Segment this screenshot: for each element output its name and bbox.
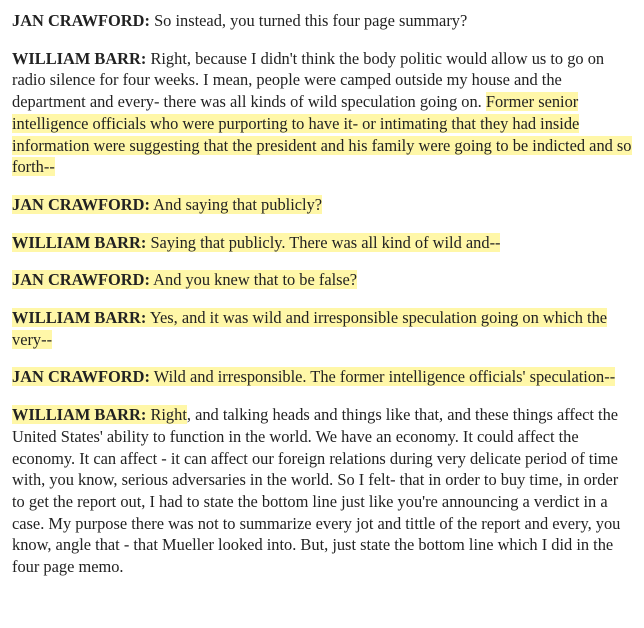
speaker-name: WILLIAM BARR: (12, 48, 147, 68)
paragraph-text: , and talking heads and things like that, and these things affect the United States' ability to function in the world. We have an economy. It could affect the economy. It can affect - it can affect our foreign relations during very delicate period of time with, you know, serious adversaries in the world. So I felt- that in order to buy time, in order to get the report out, I had to state the bottom line just like you're announcing a verdict in a case. My purpose there was not to summarize every jot and tittle of the report and every, you know, angle that - that Mueller looked into. But, just state the bottom line which I did in the four page memo. (12, 405, 621, 577)
transcript-paragraph (12, 10, 634, 32)
transcript-paragraph (12, 48, 634, 178)
highlighted-text: Former senior intelligence officials who were purporting to have it- or intimating that they had inside information were suggesting that the president and his family were going to be indicted and so forth-- (12, 92, 632, 177)
speaker-name: WILLIAM BARR: (12, 232, 147, 252)
speaker-name: JAN CRAWFORD: (12, 194, 150, 214)
paragraph-text: And saying that publicly? (153, 194, 323, 214)
paragraph-text: Saying that publicly. There was all kind of wild and-- (150, 232, 501, 252)
paragraph-text: Yes, and it was wild and irresponsible speculation going on which the very-- (12, 308, 608, 349)
transcript-paragraph (12, 366, 634, 388)
paragraph-text: Wild and irresponsible. The former intelligence officials' speculation-- (153, 367, 616, 387)
paragraph-text: And you knew that to be false? (153, 270, 358, 290)
speaker-name: JAN CRAWFORD: (12, 270, 150, 290)
speaker-name: WILLIAM BARR: (12, 308, 147, 328)
speaker-name: WILLIAM BARR: (12, 405, 147, 425)
speaker-name: JAN CRAWFORD: (12, 11, 150, 30)
paragraph-text: So instead, you turned this four page summary? (154, 11, 468, 30)
transcript-paragraph (12, 307, 634, 350)
transcript-paragraph (12, 404, 634, 578)
transcript-paragraph (12, 194, 634, 216)
speaker-name: JAN CRAWFORD: (12, 367, 150, 387)
paragraph-text: Right, because I didn't think the body politic would allow us to go on radio silence for four weeks. I mean, people were camped outside my house and the department and every- there was all kinds of wild speculation going on. (12, 48, 605, 112)
transcript-paragraph (12, 232, 634, 254)
transcript-paragraph (12, 269, 634, 291)
highlighted-text: Right (150, 405, 187, 425)
